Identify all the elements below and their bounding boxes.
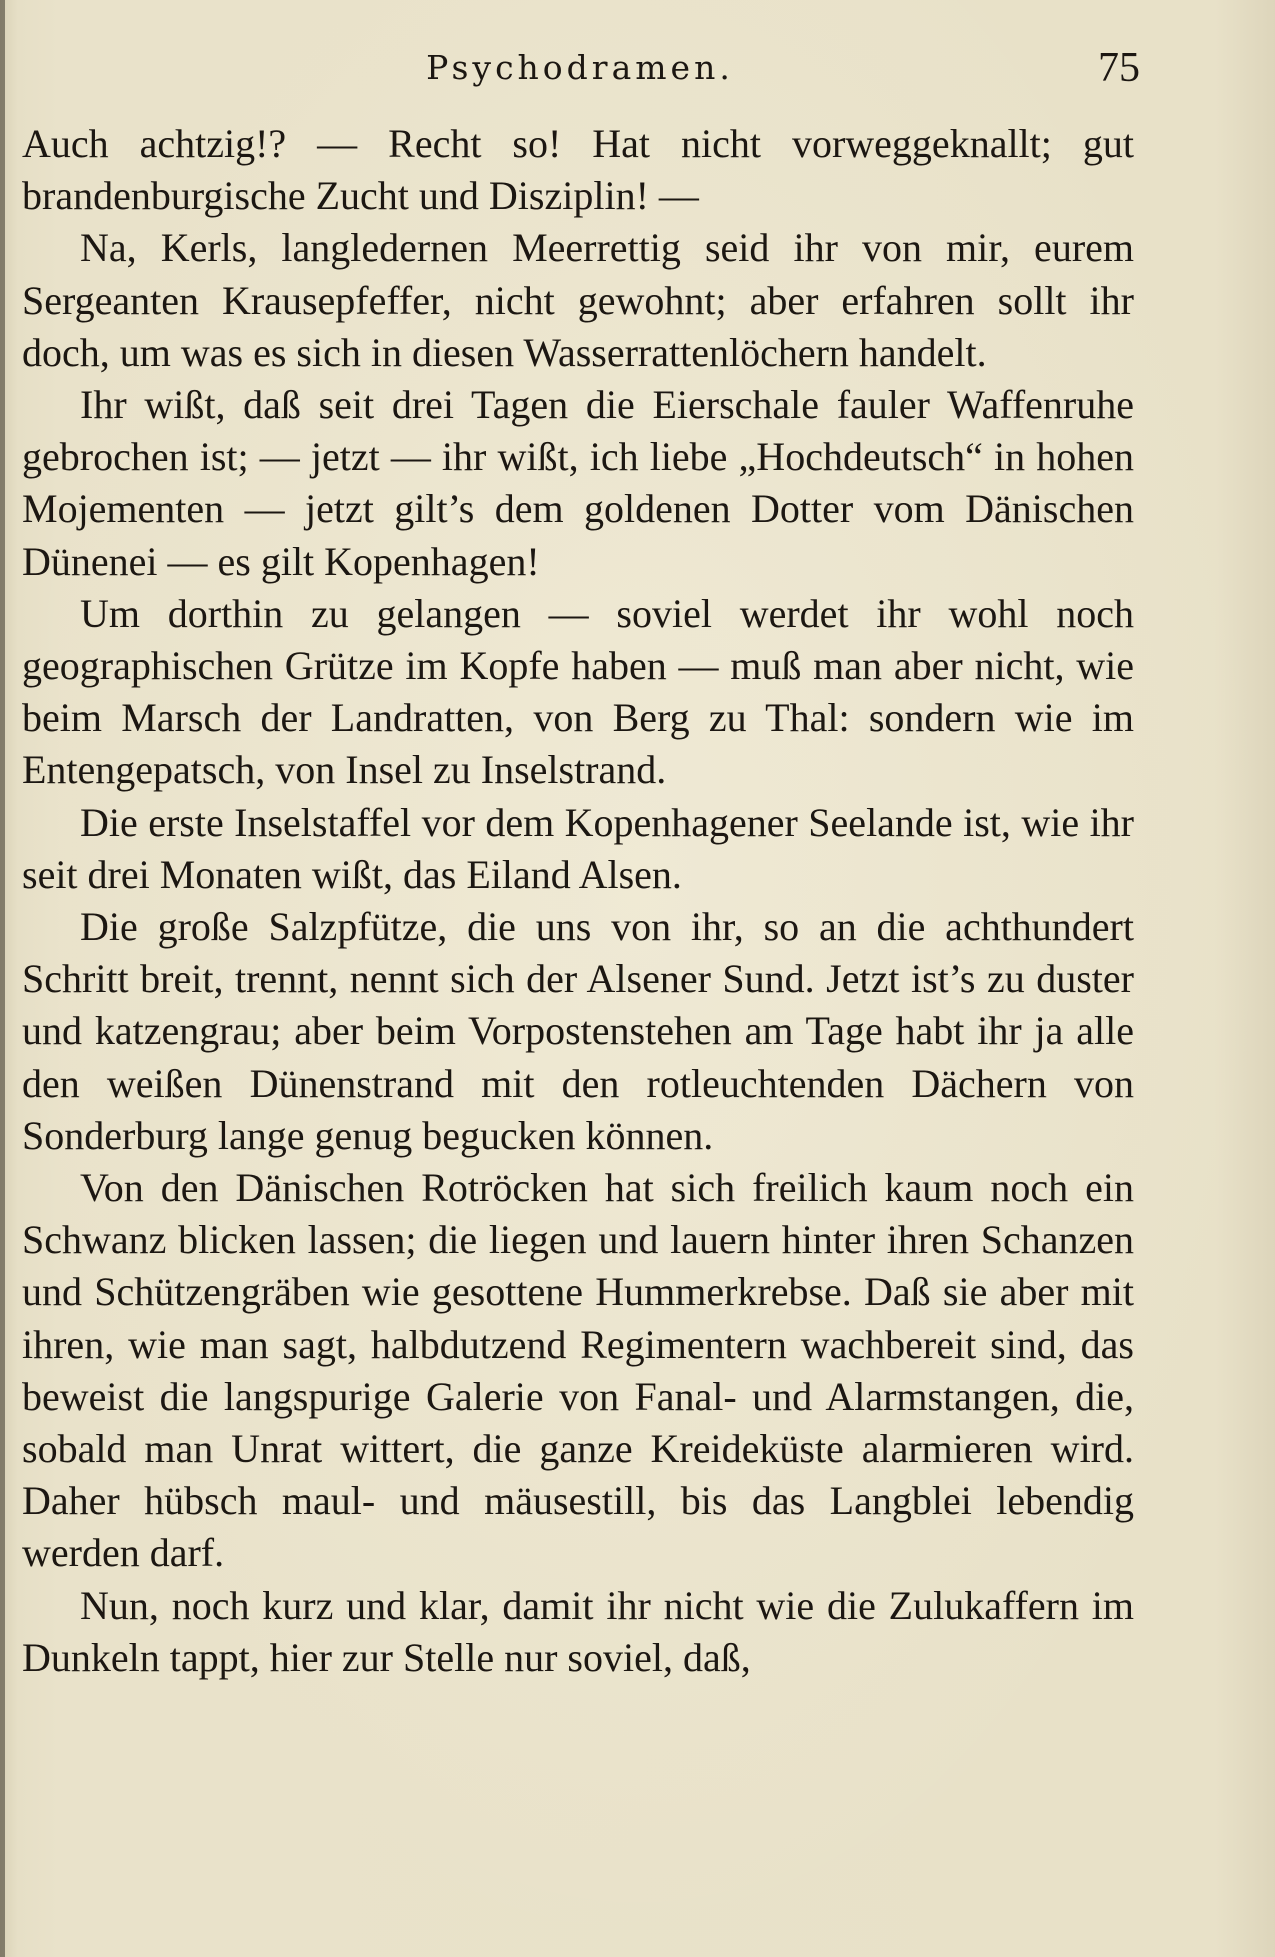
page-header [20, 45, 1140, 108]
paragraph: Um dorthin zu gelangen — soviel werdet ihr wohl noch geographischen Grütze im Kopfe haben — muß man aber nicht, wie beim Marsch der Landratten, von Berg zu Thal: sondern wie im Entengepatsch, von Insel zu Inselstrand. [22, 590, 1134, 793]
page-number: 75 [1098, 45, 1140, 91]
running-head: Psychodramen. [426, 48, 734, 87]
paragraph: Auch achtzig!? — Recht so! Hat nicht vorweggeknallt; gut brandenburgische Zucht und Disziplin! — [22, 121, 1134, 219]
paragraph: Nun, noch kurz und klar, damit ihr nicht wie die Zulukaffern im Dunkeln tappt, hier zur Stelle nur soviel, daß, [22, 1582, 1134, 1680]
paragraph: Die große Salzpfütze, die uns von ihr, so an die achthundert Schritt breit, trennt, nennt sich der Alsener Sund. Jetzt ist’s zu duster und katzengrau; aber beim Vorpostenstehen am Tage habt ihr ja alle den weißen Dünenstrand mit den rotleuchtenden Dächern von Sonderburg lange genug begucken können. [22, 904, 1134, 1158]
page-edge-shadow [0, 0, 5, 1957]
body-text [22, 118, 1134, 1684]
paragraph: Die erste Inselstaffel vor dem Kopenhagener Seelande ist, wie ihr seit drei Monaten wißt, das Eiland Alsen. [22, 799, 1134, 897]
paragraph: Von den Dänischen Rotröcken hat sich freilich kaum noch ein Schwanz blicken lassen; die liegen und lauern hinter ihren Schanzen und Schützengräben wie gesottene Hummerkrebse. Daß sie aber mit ihren, wie man sagt, halbdutzend Regimentern wachbereit sind, das beweist die langspurige Galerie von Fanal- und Alarmstangen, die, sobald man Unrat wittert, die ganze Kreideküste alarmieren wird. Daher hübsch maul- und mäusestill, bis das Langblei lebendig werden darf. [22, 1165, 1134, 1576]
paragraph: Na, Kerls, langledernen Meerrettig seid ihr von mir, eurem Sergeanten Krausepfeffer, nicht gewohnt; aber erfahren sollt ihr doch, um was es sich in diesen Wasserrattenlöchern handelt. [22, 225, 1134, 375]
paragraph: Ihr wißt, daß seit drei Tagen die Eierschale fauler Waffenruhe gebrochen ist; — jetzt — ihr wißt, ich liebe „Hochdeutsch“ in hohen Mojementen — jetzt gilt’s dem goldenen Dotter vom Dänischen Dünenei — es gilt Kopenhagen! [22, 382, 1134, 584]
